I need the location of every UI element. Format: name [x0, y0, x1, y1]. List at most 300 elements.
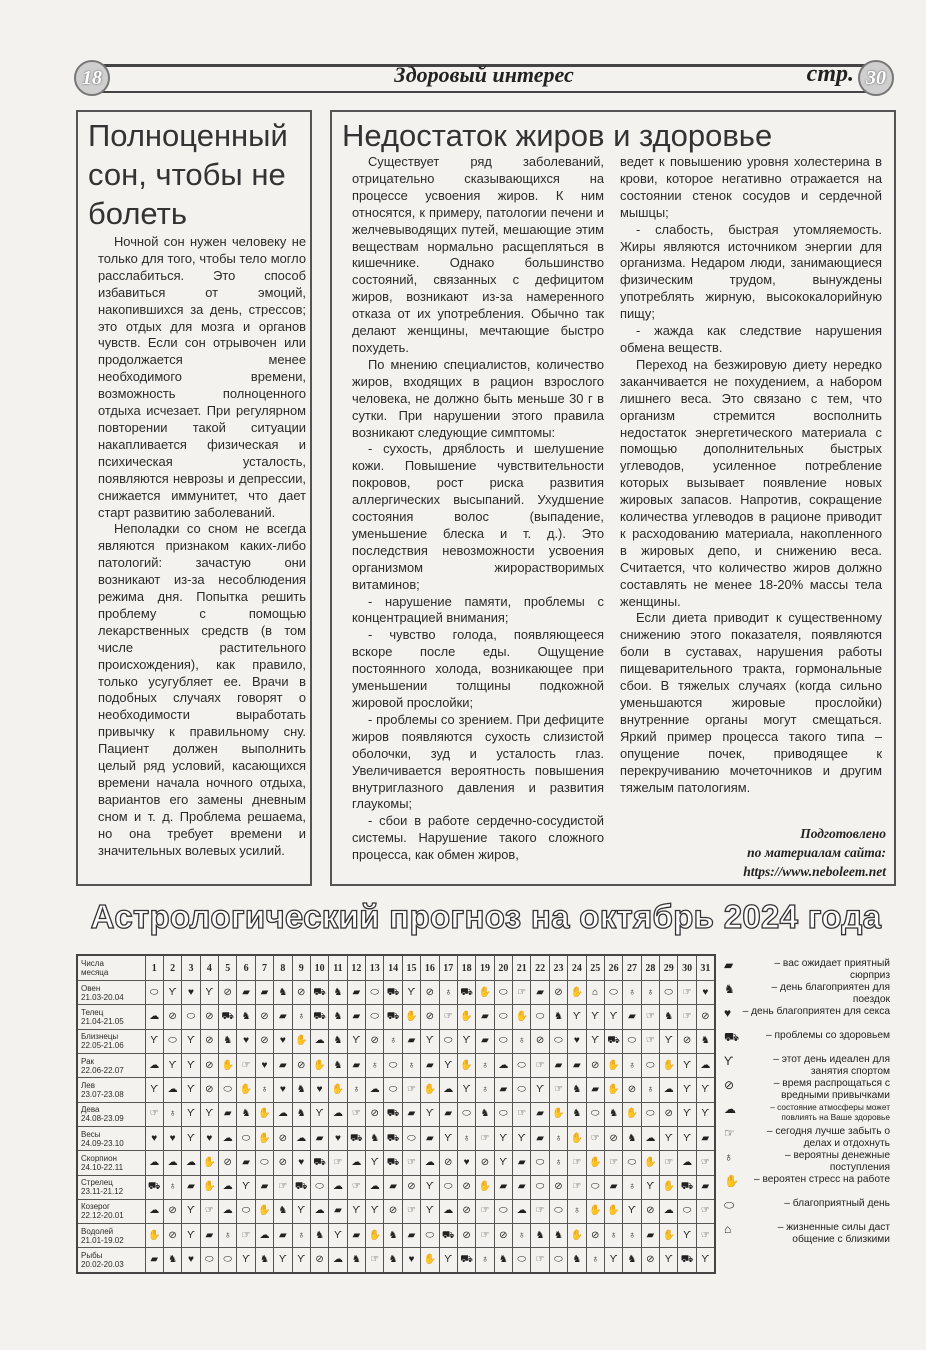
forecast-symbol-icon: ☞	[366, 1248, 384, 1273]
forecast-symbol-icon: ⊘	[200, 1005, 218, 1029]
forecast-symbol-icon: ✋	[476, 1175, 494, 1199]
forecast-symbol-icon: ⬭	[549, 1029, 567, 1053]
table-row	[77, 1078, 715, 1102]
forecast-symbol-icon: ▰	[274, 1053, 292, 1077]
day-header: 19	[476, 955, 494, 981]
forecast-symbol-icon: ✋	[623, 1102, 641, 1126]
corner-label-1: Числа	[81, 959, 104, 968]
forecast-symbol-icon: ⛟	[678, 1248, 696, 1273]
legend-symbol-icon: ⌂	[724, 1222, 732, 1236]
day-header: 22	[531, 955, 549, 981]
forecast-symbol-icon: ♞	[366, 1126, 384, 1150]
page-header	[74, 58, 894, 94]
forecast-symbol-icon: ⬭	[586, 1102, 604, 1126]
forecast-symbol-icon: ⬭	[641, 1053, 659, 1077]
forecast-symbol-icon: ☞	[347, 1175, 365, 1199]
table-row	[77, 1248, 715, 1273]
forecast-symbol-icon: ⊘	[310, 1248, 328, 1273]
forecast-symbol-icon: Ƴ	[310, 1102, 328, 1126]
forecast-symbol-icon: ⊘	[200, 1078, 218, 1102]
credit-line-2: по материалам сайта:	[747, 845, 886, 860]
forecast-symbol-icon: ☞	[439, 1005, 457, 1029]
forecast-symbol-icon: ▰	[586, 1078, 604, 1102]
forecast-symbol-icon: ⬭	[494, 981, 512, 1005]
forecast-symbol-icon: ✋	[568, 1126, 586, 1150]
forecast-symbol-icon: ▰	[531, 1102, 549, 1126]
legend-symbol-icon: ♞	[724, 982, 735, 996]
forecast-symbol-icon: ⬭	[219, 1078, 237, 1102]
forecast-symbol-icon: ☞	[531, 1199, 549, 1223]
forecast-symbol-icon: ⊘	[292, 981, 310, 1005]
day-header: 15	[402, 955, 420, 981]
sign-dates: 22.05-21.06	[81, 1041, 124, 1051]
day-header: 23	[549, 955, 567, 981]
legend-symbol-icon: Ƴ	[724, 1054, 734, 1068]
astro-legend	[724, 958, 890, 1278]
forecast-symbol-icon: ☞	[549, 1078, 567, 1102]
forecast-symbol-icon: ▰	[513, 1175, 531, 1199]
sign-name: Дева	[81, 1105, 100, 1115]
list-item: - нарушение памяти, проблемы с концентрацией внимания;	[352, 593, 604, 626]
forecast-symbol-icon: ☁	[329, 1248, 347, 1273]
forecast-symbol-icon: Ƴ	[145, 1029, 163, 1053]
forecast-symbol-icon: ♞	[237, 1005, 255, 1029]
forecast-symbol-icon: ☞	[568, 1151, 586, 1175]
forecast-symbol-icon: Ƴ	[696, 1102, 715, 1126]
forecast-symbol-icon: ✋	[586, 1151, 604, 1175]
forecast-symbol-icon: ▰	[347, 1224, 365, 1248]
zodiac-sign	[77, 981, 145, 1005]
forecast-symbol-icon: ☁	[696, 1053, 715, 1077]
forecast-symbol-icon: ⬭	[494, 1029, 512, 1053]
forecast-symbol-icon: Ƴ	[366, 1199, 384, 1223]
article-sleep-body	[98, 234, 306, 860]
forecast-symbol-icon: ⬭	[513, 1248, 531, 1273]
day-header: 17	[439, 955, 457, 981]
forecast-symbol-icon: ♞	[531, 1224, 549, 1248]
legend-text: – день благоприятен для секса	[742, 1006, 890, 1017]
forecast-symbol-icon: ♞	[623, 1126, 641, 1150]
forecast-symbol-icon: ♥	[310, 1078, 328, 1102]
forecast-symbol-icon: Ƴ	[347, 1029, 365, 1053]
legend-item	[724, 1078, 890, 1102]
forecast-symbol-icon: ✋	[402, 1005, 420, 1029]
forecast-symbol-icon: ✋	[604, 1053, 622, 1077]
forecast-symbol-icon: ♞	[384, 1248, 402, 1273]
legend-symbol-icon: ✋	[724, 1174, 739, 1188]
corner-label-2: месяца	[81, 968, 109, 977]
forecast-symbol-icon: ♥	[292, 1151, 310, 1175]
forecast-symbol-icon: ▰	[347, 1053, 365, 1077]
page-number-right: 30	[858, 60, 894, 96]
forecast-symbol-icon: ⬭	[660, 981, 678, 1005]
forecast-symbol-icon: ♞	[255, 1248, 273, 1273]
list-item: ведет к повышению уровня холестерина в крови, которое негативно отражается на состоянии стенок сосудов и сердечной мышцы;	[620, 154, 882, 220]
sign-dates: 21.01-19.02	[81, 1235, 124, 1245]
forecast-symbol-icon: Ƴ	[421, 1029, 439, 1053]
day-header: 24	[568, 955, 586, 981]
forecast-symbol-icon: ✋	[604, 1078, 622, 1102]
forecast-symbol-icon: ♁	[513, 1029, 531, 1053]
forecast-symbol-icon: ✋	[586, 1199, 604, 1223]
forecast-symbol-icon: ▰	[237, 1151, 255, 1175]
forecast-symbol-icon: ♞	[696, 1029, 715, 1053]
forecast-symbol-icon: ☞	[513, 1102, 531, 1126]
forecast-symbol-icon: ⛟	[678, 1175, 696, 1199]
forecast-symbol-icon: ⊘	[402, 1175, 420, 1199]
table-row	[77, 1005, 715, 1029]
day-header: 1	[145, 955, 163, 981]
forecast-symbol-icon: Ƴ	[586, 1005, 604, 1029]
zodiac-sign	[77, 1053, 145, 1077]
forecast-symbol-icon: ♞	[568, 1102, 586, 1126]
forecast-symbol-icon: ▰	[476, 1029, 494, 1053]
list-item: - сухость, дряблость и шелушение кожи. Повышение чувствительности покровов, рост риска развития аллергических высыпаний. Ухудшение состояния волос (выпадение, уменьшение блеска и т. д.). Это последствия невозможности усвоения организмом жирорастворимых витаминов;	[352, 441, 604, 592]
forecast-symbol-icon: Ƴ	[678, 1102, 696, 1126]
forecast-symbol-icon: ⬭	[366, 1005, 384, 1029]
forecast-symbol-icon: ⬭	[163, 1029, 181, 1053]
forecast-symbol-icon: Ƴ	[237, 1175, 255, 1199]
forecast-symbol-icon: Ƴ	[347, 1199, 365, 1223]
forecast-symbol-icon: ♞	[292, 1078, 310, 1102]
legend-item	[724, 982, 890, 1006]
zodiac-sign	[77, 1175, 145, 1199]
forecast-symbol-icon: ⊘	[219, 1151, 237, 1175]
forecast-symbol-icon: ▰	[255, 1175, 273, 1199]
forecast-symbol-icon: ♞	[347, 1248, 365, 1273]
forecast-symbol-icon: ⊘	[219, 981, 237, 1005]
legend-item	[724, 1150, 890, 1174]
forecast-symbol-icon: ⊘	[549, 981, 567, 1005]
forecast-symbol-icon: ▰	[402, 1102, 420, 1126]
forecast-symbol-icon: ♁	[476, 1078, 494, 1102]
forecast-symbol-icon: ♁	[402, 1053, 420, 1077]
forecast-symbol-icon: Ƴ	[439, 1053, 457, 1077]
forecast-symbol-icon: ✋	[660, 1053, 678, 1077]
forecast-symbol-icon: Ƴ	[366, 1151, 384, 1175]
forecast-symbol-icon: ♁	[347, 1078, 365, 1102]
forecast-symbol-icon: ⬭	[182, 1005, 200, 1029]
forecast-symbol-icon: ⬭	[531, 1151, 549, 1175]
forecast-symbol-icon: ♁	[549, 1151, 567, 1175]
forecast-symbol-icon: ⊘	[641, 1199, 659, 1223]
forecast-symbol-icon: ♥	[696, 981, 715, 1005]
paragraph: Переход на безжировую диету нередко заканчивается не похудением, а набором лишнего веса. Это связано с тем, что организм стремится восполнить недостаток энергетического материала с помощью дополнительных быстрых углеводов, усиленное потребление которых вызывает появление новых жировых запасов. Напротив, сокращение количества углеводов в рационе приводит к расходованию материала, накопленного в жировых депо, и снижению веса. Считается, что количество жиров должно составлять не менее 18-20% массы тела женщины.	[620, 356, 882, 609]
forecast-symbol-icon: ☁	[660, 1078, 678, 1102]
forecast-symbol-icon: ⊘	[457, 1199, 475, 1223]
day-header: 7	[255, 955, 273, 981]
forecast-symbol-icon: ✋	[219, 1053, 237, 1077]
forecast-symbol-icon: ▰	[274, 1224, 292, 1248]
forecast-symbol-icon: ▰	[641, 1224, 659, 1248]
forecast-symbol-icon: ♞	[274, 1199, 292, 1223]
forecast-symbol-icon: ☞	[513, 981, 531, 1005]
forecast-symbol-icon: ♁	[623, 1175, 641, 1199]
forecast-symbol-icon: ▰	[568, 1053, 586, 1077]
forecast-symbol-icon: ♁	[457, 1126, 475, 1150]
zodiac-sign	[77, 1151, 145, 1175]
forecast-symbol-icon: ✋	[476, 981, 494, 1005]
forecast-symbol-icon: Ƴ	[274, 1248, 292, 1273]
forecast-symbol-icon: Ƴ	[696, 1078, 715, 1102]
str-label: стр.	[806, 61, 854, 87]
legend-text: – благоприятный день	[784, 1198, 890, 1209]
forecast-symbol-icon: ▰	[421, 1053, 439, 1077]
forecast-symbol-icon: ☞	[402, 1078, 420, 1102]
forecast-symbol-icon: Ƴ	[696, 1248, 715, 1273]
forecast-symbol-icon: Ƴ	[237, 1248, 255, 1273]
forecast-symbol-icon: ▰	[623, 1005, 641, 1029]
forecast-symbol-icon: ☁	[678, 1151, 696, 1175]
forecast-symbol-icon: ☞	[696, 1151, 715, 1175]
forecast-symbol-icon: ⬭	[237, 1199, 255, 1223]
forecast-symbol-icon: ⊘	[163, 1005, 181, 1029]
forecast-symbol-icon: ✋	[549, 1102, 567, 1126]
forecast-symbol-icon: ☁	[292, 1126, 310, 1150]
forecast-symbol-icon: ▰	[494, 1078, 512, 1102]
forecast-symbol-icon: ⛟	[457, 981, 475, 1005]
forecast-symbol-icon: ☁	[421, 1151, 439, 1175]
forecast-symbol-icon: ☞	[696, 1224, 715, 1248]
forecast-symbol-icon: ✋	[255, 1199, 273, 1223]
forecast-symbol-icon: ♁	[163, 1175, 181, 1199]
forecast-symbol-icon: ⛟	[310, 981, 328, 1005]
legend-text: – вас ожидает приятный сюрприз	[774, 958, 890, 981]
forecast-symbol-icon: ▰	[476, 1005, 494, 1029]
forecast-symbol-icon: ⊘	[200, 1029, 218, 1053]
paragraph: Ночной сон нужен человеку не только для того, чтобы тело могло расслабиться. Это способ избавиться от эмоций, накопившихся за день, стрессов; это отдых для мозга и органов чувств. Если сон отрывочен или продолжается менее необходимого времени, возможность полноценного отдыха исчезает. При регулярном повторении такой ситуации накапливается физическая и психическая усталость, появляются неврозы и депрессии, снижается иммунитет, что дает старт развитию заболеваний.	[98, 234, 306, 520]
paragraph: По мнению специалистов, количество жиров, входящих в рацион взрослого человека, не должно быть меньше 30 г в сутки. При нарушении этого правила возникают следующие симптомы:	[352, 356, 604, 440]
forecast-symbol-icon: ♁	[384, 1029, 402, 1053]
forecast-symbol-icon: Ƴ	[531, 1078, 549, 1102]
forecast-symbol-icon: ♞	[384, 1224, 402, 1248]
forecast-symbol-icon: ✋	[255, 1102, 273, 1126]
forecast-symbol-icon: ⊘	[366, 1102, 384, 1126]
forecast-symbol-icon: ☁	[329, 1175, 347, 1199]
legend-symbol-icon: ☞	[724, 1126, 735, 1140]
zodiac-sign	[77, 1224, 145, 1248]
forecast-symbol-icon: ▰	[513, 1151, 531, 1175]
table-row	[77, 981, 715, 1005]
forecast-symbol-icon: ⛟	[384, 1102, 402, 1126]
credit-line-1: Подготовлено	[800, 826, 886, 841]
list-item: - жажда как следствие нарушения обмена веществ.	[620, 323, 882, 355]
forecast-symbol-icon: ☁	[182, 1151, 200, 1175]
article-fats-title: Недостаток жиров и здоровье	[342, 118, 773, 153]
table-row	[77, 1199, 715, 1223]
sign-dates: 24.08-23.09	[81, 1114, 124, 1124]
legend-symbol-icon: ▰	[724, 958, 734, 972]
sign-dates: 22.12-20.01	[81, 1211, 124, 1221]
paragraph: Неполадки со сном не всегда являются признаком каких-либо патологий: зачастую они возникают из-за несоблюдения режима дня. Попытка решить проблему с помощью лекарственных средств (в том числе растительного происхождения), как правило, только усугубляет ее. Врачи в подобных случаях говорят о необходимости выработать привычку к правильному сну. Пациент должен выполнить целый ряд условий, касающихся времени начала ночного отдыха, вариантов его замены дневным сном и т. д. Проблема решаема, но она требует времени и значительных волевых усилий.	[98, 521, 306, 858]
forecast-symbol-icon: ✋	[660, 1224, 678, 1248]
forecast-symbol-icon: ✋	[568, 1224, 586, 1248]
forecast-symbol-icon: Ƴ	[641, 1175, 659, 1199]
table-row	[77, 1224, 715, 1248]
table-row	[77, 1102, 715, 1126]
forecast-symbol-icon: ⛟	[292, 1175, 310, 1199]
forecast-symbol-icon: ⊘	[163, 1199, 181, 1223]
forecast-symbol-icon: ▰	[402, 1224, 420, 1248]
forecast-symbol-icon: ✋	[457, 1005, 475, 1029]
forecast-symbol-icon: ♥	[237, 1029, 255, 1053]
forecast-symbol-icon: ☁	[145, 1151, 163, 1175]
day-header: 30	[678, 955, 696, 981]
sign-name: Овен	[81, 983, 101, 993]
legend-text: – время распрощаться с вредными привычками	[773, 1078, 890, 1101]
forecast-symbol-icon: ♥	[182, 981, 200, 1005]
forecast-symbol-icon: ☁	[219, 1199, 237, 1223]
forecast-symbol-icon: ♞	[329, 1005, 347, 1029]
legend-text: – жизненные силы даст общение с близкими	[777, 1222, 890, 1245]
forecast-symbol-icon: ☞	[402, 1199, 420, 1223]
forecast-symbol-icon: ☞	[641, 1029, 659, 1053]
forecast-symbol-icon: ⬭	[439, 1029, 457, 1053]
sign-name: Водолей	[81, 1226, 114, 1236]
forecast-symbol-icon: ♞	[623, 1248, 641, 1273]
day-header: 11	[329, 955, 347, 981]
forecast-symbol-icon: ⊘	[604, 1126, 622, 1150]
forecast-symbol-icon: ⬭	[255, 1151, 273, 1175]
forecast-symbol-icon: ♥	[329, 1126, 347, 1150]
zodiac-sign	[77, 1029, 145, 1053]
article-fats-column-1	[352, 154, 604, 864]
forecast-symbol-icon: ⌂	[586, 981, 604, 1005]
legend-text: – проблемы со здоровьем	[766, 1030, 890, 1041]
forecast-symbol-icon: ♁	[163, 1102, 181, 1126]
forecast-symbol-icon: ☞	[329, 1151, 347, 1175]
forecast-symbol-icon: ✋	[237, 1078, 255, 1102]
forecast-symbol-icon: Ƴ	[145, 1078, 163, 1102]
forecast-symbol-icon: ⛟	[219, 1005, 237, 1029]
forecast-symbol-icon: ♁	[623, 981, 641, 1005]
forecast-symbol-icon: ♞	[549, 1224, 567, 1248]
day-header: 10	[310, 955, 328, 981]
forecast-symbol-icon: ⊘	[531, 1029, 549, 1053]
forecast-symbol-icon: ⊘	[163, 1224, 181, 1248]
forecast-symbol-icon: Ƴ	[329, 1224, 347, 1248]
forecast-symbol-icon: ☁	[513, 1199, 531, 1223]
forecast-symbol-icon: ☞	[568, 1175, 586, 1199]
forecast-symbol-icon: ⊘	[366, 1029, 384, 1053]
article-fats	[330, 110, 896, 886]
forecast-symbol-icon: ⛟	[347, 1126, 365, 1150]
forecast-symbol-icon: Ƴ	[494, 1126, 512, 1150]
zodiac-sign	[77, 1248, 145, 1273]
forecast-symbol-icon: ♞	[329, 1053, 347, 1077]
legend-text: – вероятны денежные поступления	[785, 1150, 890, 1173]
sign-name: Стрелец	[81, 1178, 113, 1188]
table-row	[77, 1029, 715, 1053]
forecast-symbol-icon: Ƴ	[421, 1175, 439, 1199]
forecast-symbol-icon: ⛟	[604, 1029, 622, 1053]
day-header: 12	[347, 955, 365, 981]
forecast-symbol-icon: ♁	[623, 1053, 641, 1077]
forecast-symbol-icon: ⊘	[274, 1151, 292, 1175]
forecast-symbol-icon: ⬭	[310, 1175, 328, 1199]
forecast-symbol-icon: ▰	[421, 1126, 439, 1150]
forecast-symbol-icon: Ƴ	[678, 1078, 696, 1102]
forecast-symbol-icon: ♁	[292, 1005, 310, 1029]
forecast-symbol-icon: ▰	[255, 981, 273, 1005]
forecast-symbol-icon: ⬭	[219, 1248, 237, 1273]
forecast-symbol-icon: ♞	[237, 1102, 255, 1126]
forecast-symbol-icon: Ƴ	[200, 1102, 218, 1126]
forecast-symbol-icon: ♥	[145, 1126, 163, 1150]
forecast-symbol-icon: ♞	[329, 981, 347, 1005]
forecast-symbol-icon: ⬭	[531, 1175, 549, 1199]
sign-dates: 21.03-20.04	[81, 992, 124, 1002]
forecast-symbol-icon: Ƴ	[586, 1029, 604, 1053]
forecast-symbol-icon: ⊘	[549, 1175, 567, 1199]
forecast-symbol-icon: ✋	[421, 1078, 439, 1102]
forecast-symbol-icon: Ƴ	[182, 1224, 200, 1248]
forecast-symbol-icon: ☞	[604, 1151, 622, 1175]
forecast-symbol-icon: ♁	[623, 1224, 641, 1248]
forecast-symbol-icon: ☞	[531, 1053, 549, 1077]
sign-name: Лев	[81, 1080, 95, 1090]
forecast-symbol-icon: ♞	[476, 1102, 494, 1126]
forecast-symbol-icon: ☞	[641, 1005, 659, 1029]
forecast-symbol-icon: ⊘	[439, 1151, 457, 1175]
forecast-symbol-icon: ☞	[200, 1199, 218, 1223]
forecast-symbol-icon: ⬭	[494, 1102, 512, 1126]
zodiac-sign	[77, 1005, 145, 1029]
sign-name: Рыбы	[81, 1251, 103, 1261]
forecast-symbol-icon: ☁	[274, 1102, 292, 1126]
forecast-symbol-icon: ♞	[163, 1248, 181, 1273]
legend-text: – состояние атмосферы может повлиять на Ваше здоровье	[770, 1102, 890, 1122]
forecast-symbol-icon: ⬭	[494, 1005, 512, 1029]
forecast-symbol-icon: ☁	[439, 1199, 457, 1223]
credit-site-link[interactable]: https://www.neboleem.net	[743, 864, 886, 879]
day-header: 27	[623, 955, 641, 981]
forecast-symbol-icon: ⬭	[200, 1248, 218, 1273]
forecast-symbol-icon: ▰	[329, 1199, 347, 1223]
forecast-symbol-icon: ⛟	[384, 1005, 402, 1029]
forecast-symbol-icon: ♥	[163, 1126, 181, 1150]
forecast-symbol-icon: Ƴ	[182, 1126, 200, 1150]
forecast-symbol-icon: ⛟	[384, 981, 402, 1005]
day-header: 16	[421, 955, 439, 981]
forecast-symbol-icon: ⊘	[678, 1029, 696, 1053]
sign-name: Рак	[81, 1056, 95, 1066]
forecast-symbol-icon: ⬭	[384, 1078, 402, 1102]
forecast-symbol-icon: ♁	[255, 1078, 273, 1102]
table-row	[77, 1053, 715, 1077]
forecast-symbol-icon: Ƴ	[604, 1005, 622, 1029]
legend-item	[724, 1198, 890, 1222]
forecast-symbol-icon: ▰	[200, 1224, 218, 1248]
zodiac-sign	[77, 1078, 145, 1102]
day-header: 26	[604, 955, 622, 981]
forecast-symbol-icon: ⬭	[366, 981, 384, 1005]
forecast-symbol-icon: ♁	[292, 1224, 310, 1248]
legend-symbol-icon: ⊘	[724, 1078, 735, 1092]
forecast-symbol-icon: ☞	[476, 1224, 494, 1248]
forecast-symbol-icon: ♁	[604, 1224, 622, 1248]
forecast-symbol-icon: ▰	[604, 1175, 622, 1199]
sign-name: Близнецы	[81, 1032, 119, 1042]
forecast-symbol-icon: ▰	[237, 981, 255, 1005]
forecast-symbol-icon: Ƴ	[421, 1199, 439, 1223]
forecast-symbol-icon: ♁	[641, 1078, 659, 1102]
forecast-symbol-icon: Ƴ	[678, 1224, 696, 1248]
forecast-symbol-icon: ▰	[145, 1248, 163, 1273]
forecast-symbol-icon: ▰	[696, 1126, 715, 1150]
forecast-symbol-icon: ♁	[219, 1224, 237, 1248]
section-title: Здоровый интерес	[394, 62, 574, 87]
